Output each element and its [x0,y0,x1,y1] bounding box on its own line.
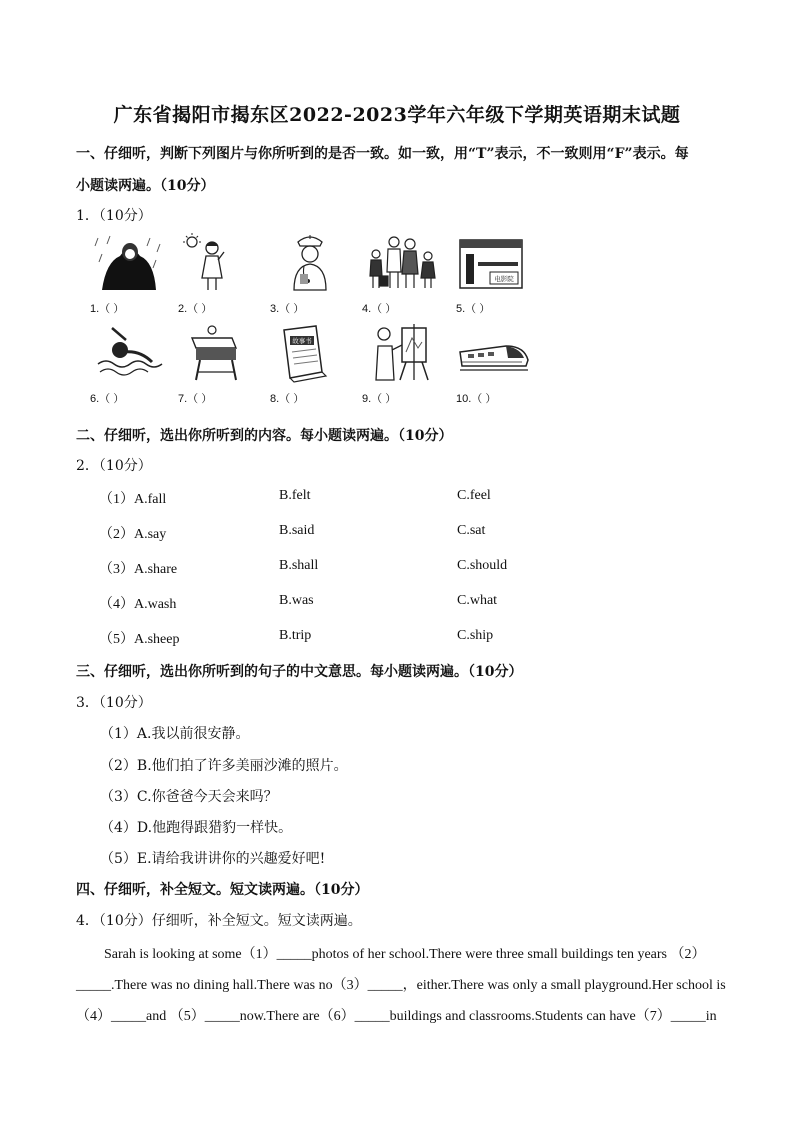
section3-heading: 三、仔细听，选出你所听到的句子的中文意思。每小题读两遍。（10分） [76,664,523,680]
picture-3-caption: 3.（ ） [270,303,305,315]
picture-2-caption: 2.（ ） [178,303,213,315]
picture-10-caption: 10.（ ） [456,393,497,405]
picture-4 [362,232,442,316]
painter-icon [362,322,442,384]
picture-5-caption: 5.（ ） [456,303,491,315]
q2-row1-option-b: B.felt [279,488,311,503]
picture-8-caption: 8.（ ） [270,393,305,405]
q2-row4-option-b: B.was [279,593,314,608]
q4-passage-line-1: Sarah is looking at some（1）_____photos of her school.There were three small buildings ten years （2） [104,947,706,962]
picture-2 [178,232,258,316]
picture-9 [362,322,442,406]
q3-item-1: （1）A.我以前很安静。 [100,726,250,742]
q2-row5-option-c: C.ship [457,628,494,643]
picture-3 [270,232,350,316]
section1-heading-line2: 小题读两遍。（10分） [76,178,215,194]
section2-heading: 二、仔细听，选出你所听到的内容。每小题读两遍。（10分） [76,428,453,444]
storybook-icon [270,322,350,384]
cinema-sign-text: 电影院 [494,275,514,283]
q4-passage-line-3: （4）_____and （5）_____now.There are（6）_____buildings and classrooms.Students can have（7）_____in [76,1009,717,1024]
picture-4-caption: 4.（ ） [362,303,397,315]
picture-7-caption: 7.（ ） [178,393,213,405]
picture-1 [90,232,170,316]
q2-row4-option-c: C.what [457,593,498,608]
storybook-title-text: 故事书 [292,337,312,345]
swimmer-icon [90,322,170,384]
question1-label: 1．（10分） [76,208,152,224]
doctor-icon [270,232,350,294]
q2-row3-option-c: C.should [457,558,508,573]
picture-7 [178,322,258,406]
desk-icon [178,322,258,384]
picture-8 [270,322,350,406]
q2-row2-option-a: （2）A.say [99,527,167,542]
q2-row2-option-c: C.sat [457,523,486,538]
q2-row2-option-b: B.said [279,523,315,538]
q2-row5-option-b: B.trip [279,628,312,643]
q3-item-3: （3）C.你爸爸今天会来吗？ [100,789,278,805]
section4-heading: 四、仔细听，补全短文。短文读两遍。（10分） [76,882,369,898]
bullet-train-icon [456,322,536,384]
q2-row3-option-a: （3）A.share [99,562,178,577]
q2-row3-option-b: B.shall [279,558,319,573]
q3-item-2: （2）B.他们拍了许多美丽沙滩的照片。 [100,758,348,774]
picture-9-caption: 9.（ ） [362,393,397,405]
question4-label: 4．（10分）仔细听，补全短文。短文读两遍。 [76,913,362,929]
person-in-rain-icon [90,232,170,294]
cinema-building-icon [456,232,536,294]
picture-5 [456,232,536,316]
question3-label: 3．（10分） [76,695,152,711]
question2-label: 2．（10分） [76,458,152,474]
picture-6 [90,322,170,406]
family-travel-icon [362,232,442,294]
q2-row4-option-a: （4）A.wash [99,597,177,612]
picture-1-caption: 1.（ ） [90,303,125,315]
q2-row5-option-a: （5）A.sheep [99,632,180,647]
page-title: 广东省揭阳市揭东区2022-2023学年六年级下学期英语期末试题 [113,104,681,126]
girl-in-sun-icon [178,232,258,294]
section1-heading-line1: 一、仔细听，判断下列图片与你所听到的是否一致。如一致，用“T”表示，不一致则用“F”表示。每 [76,146,689,162]
q2-row1-option-c: C.feel [457,488,491,503]
q3-item-5: （5）E.请给我讲讲你的兴趣爱好吧! [100,851,326,867]
picture-10 [456,322,536,406]
q2-row1-option-a: （1）A.fall [99,492,167,507]
q3-item-4: （4）D.他跑得跟猎豹一样快。 [100,820,293,836]
q4-passage-line-2: _____.There was no dining hall.There was no（3）_____，either.There was only a small playground.Her school is [76,978,726,993]
picture-6-caption: 6.（ ） [90,393,125,405]
